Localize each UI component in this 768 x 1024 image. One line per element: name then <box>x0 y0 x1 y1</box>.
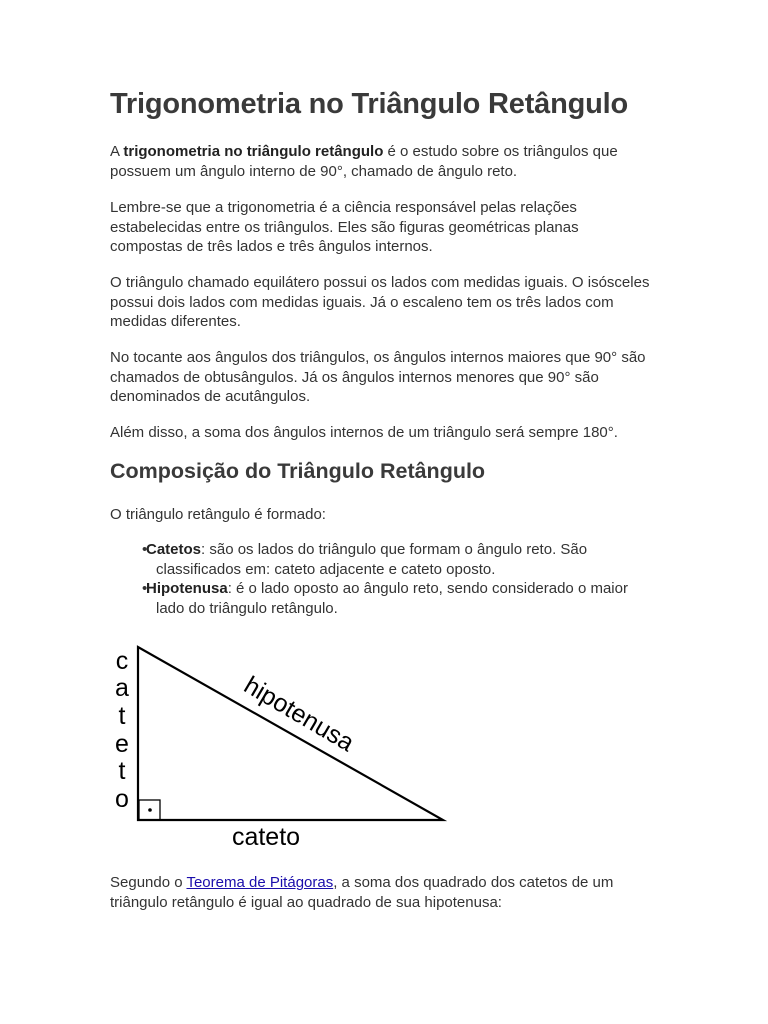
vertical-label-letter: t <box>118 757 126 785</box>
hypotenuse-label: hipotenusa <box>239 671 359 758</box>
right-angle-dot <box>148 808 152 812</box>
closing-paragraph <box>110 873 655 912</box>
page-title: Trigonometria no Triângulo Retângulo <box>110 88 629 120</box>
list-item-text: : é o lado oposto ao ângulo reto, sendo considerado o maior lado do triângulo retângulo. <box>156 580 628 617</box>
triangle-shape <box>138 647 443 820</box>
intro-suffix: é o estudo sobre os triângulos que possuem um ângulo interno de 90°, chamado de ângulo reto. <box>110 143 618 180</box>
list-item-term: Hipotenusa <box>146 580 228 597</box>
paragraph-triangle-types: O triângulo chamado equilátero possui os lados com medidas iguais. O isósceles possui dois lados com medidas iguais. Já o escaleno tem os três lados com medidas diferentes. <box>110 274 650 330</box>
vertical-label-letter: c <box>115 647 129 675</box>
closing-prefix: Segundo o <box>110 874 187 891</box>
list-item <box>110 540 660 579</box>
vertical-label-letter: e <box>115 730 129 758</box>
paragraph-angle-sum: Além disso, a soma dos ângulos internos de um triângulo será sempre 180°. <box>110 424 618 441</box>
vertical-label-letter: o <box>115 785 129 813</box>
list-item-text: : são os lados do triângulo que formam o ângulo reto. São classificados em: cateto adjacente e cateto oposto. <box>156 541 588 578</box>
list-item <box>110 579 660 618</box>
composition-list <box>110 540 660 618</box>
intro-bold-term: trigonometria no triângulo retângulo <box>123 143 384 160</box>
bullet-icon: • <box>142 580 148 597</box>
pythagoras-link[interactable]: Teorema de Pitágoras <box>186 874 334 891</box>
intro-paragraph <box>110 142 655 181</box>
right-triangle-diagram <box>110 633 450 855</box>
section-intro: O triângulo retângulo é formado: <box>110 506 326 523</box>
list-item-term: Catetos <box>146 541 202 558</box>
section-title: Composição do Triângulo Retângulo <box>110 459 486 483</box>
vertical-label-letter: t <box>118 702 126 730</box>
bottom-cateto-label: cateto <box>231 823 301 851</box>
vertical-label-letter: a <box>115 674 129 702</box>
bullet-icon: • <box>142 541 148 558</box>
paragraph-angle-types: No tocante aos ângulos dos triângulos, os ângulos internos maiores que 90° são chamados de obtusângulos. Já os ângulos internos menores que 90° são denominados de acutângulos. <box>110 349 646 405</box>
closing-suffix: , a soma dos quadrado dos catetos de um triângulo retângulo é igual ao quadrado de sua hipotenusa: <box>110 874 614 911</box>
right-triangle-figure <box>110 633 450 855</box>
paragraph-trigonometry-definition: Lembre-se que a trigonometria é a ciência responsável pelas relações estabelecidas entre os triângulos. Eles são figuras geométricas planas compostas de três lados e três ângulos internos. <box>110 199 579 255</box>
intro-prefix: A <box>110 143 124 160</box>
